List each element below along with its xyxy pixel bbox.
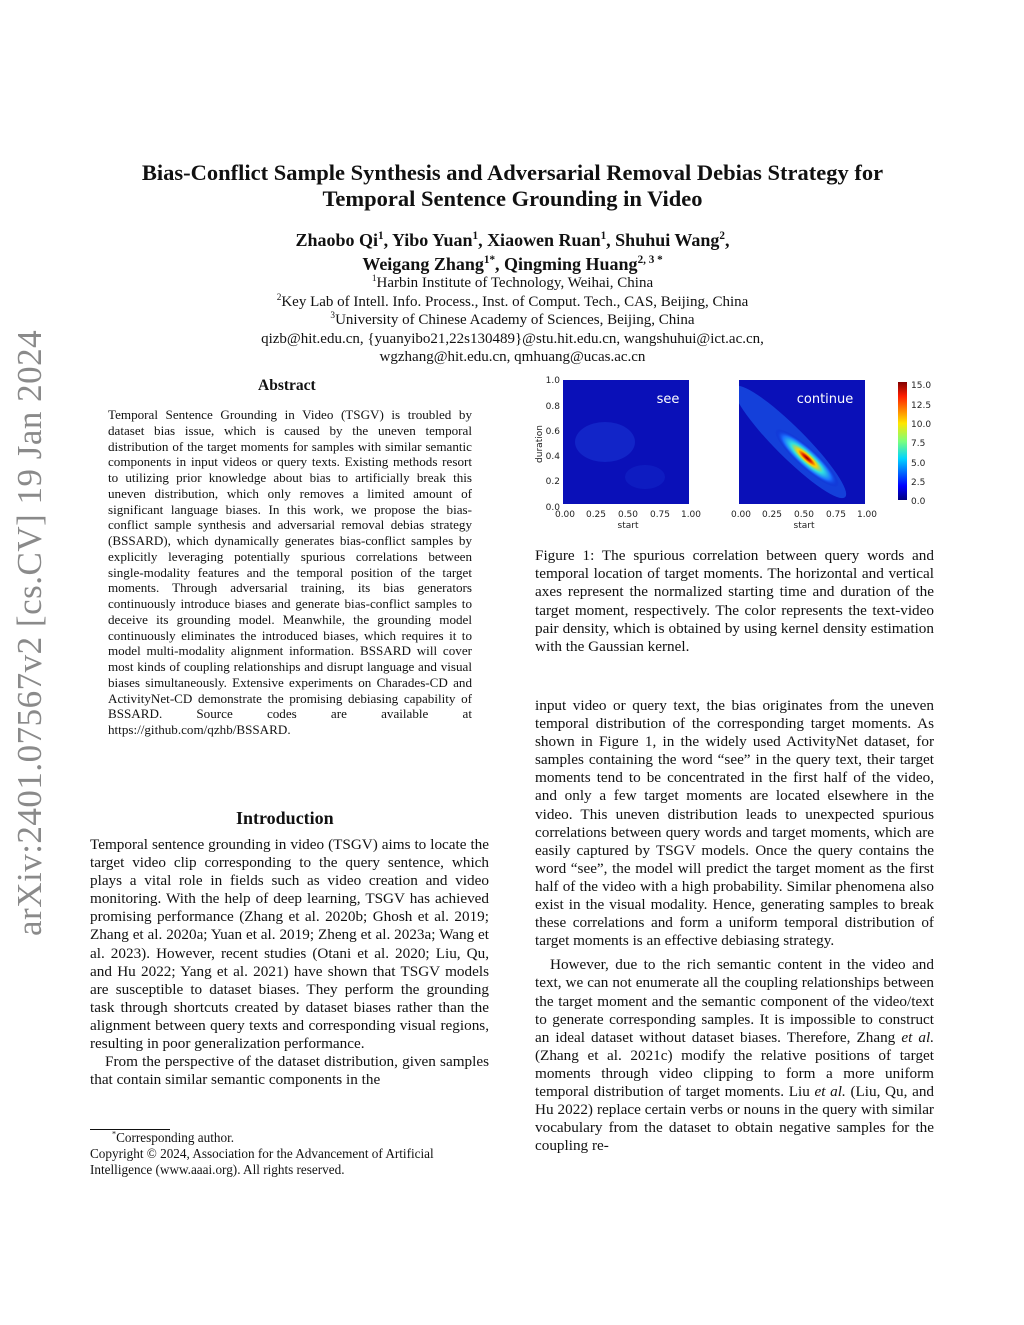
- x-tick: 0.75: [825, 510, 847, 520]
- affiliation-sup: 3: [330, 311, 336, 321]
- footnote: [90, 1130, 489, 1178]
- author-name: Shuhui Wang: [615, 230, 720, 250]
- figure-1-caption: Figure 1: The spurious correlation between query words and temporal location of target moments. The horizontal and vertical axes represent the normalized starting time and duration of the target moment, respectively. The color represents the text-video pair density, which is obtained by using kernel density estimation with the Gaussian kernel.: [535, 547, 934, 656]
- y-tick: 0.0: [545, 503, 560, 513]
- title-line-2: Temporal Sentence Grounding in Video: [322, 186, 703, 211]
- y-tick: 0.4: [545, 452, 560, 462]
- y-tick: 0.6: [545, 427, 560, 437]
- introduction-body: [90, 836, 489, 1089]
- title-line-1: Bias-Conflict Sample Synthesis and Adversarial Removal Debias Strategy for: [141, 160, 884, 185]
- colorbar-tick: 0.0: [911, 497, 926, 507]
- author-list: [90, 228, 935, 276]
- density-low: [625, 465, 665, 489]
- x-tick: 0.25: [761, 510, 783, 520]
- right-paragraph-1: input video or query text, the bias originates from the uneven temporal distribution of the corresponding target moments. As shown in Figure 1, in the widely used ActivityNet dataset, for samples containing the word “see” in the query text, their target moments tend to be concentrated in the first half of the video, and only a few target moments are located elsewhere in the video. This uneven distribution leads to unexpected spurious correlations between query words and target moments, which are easily captured by TSGV models. Once the query contains the word “see”, the model will predict the target moment as the first half of the video with a high probability. Similar phenomena also exist in the visual modality. Hence, generating samples to break these correlations and form a uniform temporal distribution of target moments is an effective debiasing strategy.: [535, 697, 934, 950]
- x-tick: 1.00: [856, 510, 878, 520]
- affiliation-text: University of Chinese Academy of Sciences, Beijing, China: [335, 312, 695, 328]
- author-name: Weigang Zhang: [362, 254, 484, 274]
- author-sup: 1: [472, 230, 479, 242]
- right-paragraph-2: [535, 956, 934, 1155]
- colorbar-tick: 10.0: [911, 420, 932, 430]
- copyright-notice: Copyright © 2024, Association for the Advancement of Artificial Intelligence (www.aaai.org). All rights reserved.: [90, 1146, 434, 1177]
- affiliation: [90, 311, 935, 330]
- colorbar-tick: 12.5: [911, 401, 932, 411]
- footnote-text: Corresponding author.: [116, 1130, 235, 1145]
- affiliations: [90, 274, 935, 367]
- x-tick: 0.25: [585, 510, 607, 520]
- author-sep: ,: [725, 230, 730, 250]
- colorbar: [898, 382, 907, 500]
- affiliation-sup: 2: [276, 292, 282, 303]
- intro-paragraph-1: Temporal sentence grounding in video (TSGV) aims to locate the target video clip corresponding to the query sentence, which plays a vital role in fields such as video creation and video monitoring. With the help of deep learning, TSGV has achieved promising performance (Zhang et al. 2020b; Ghosh et al. 2019; Zhang et al. 2020a; Yuan et al. 2019; Zheng et al. 2023a; Wang et al. 2023). However, recent studies (Otani et al. 2020; Liu, Qu, and Hu 2022; Yang et al. 2021) have shown that TSGV models are susceptible to dataset biases. They perform the grounding task through shortcuts created by dataset biases rather than the alignment between query texts and corresponding visual regions, resulting in poor generalization performance.: [90, 836, 489, 1053]
- y-axis-ticks: [546, 376, 561, 513]
- y-tick: 1.0: [545, 376, 560, 386]
- text-run-italic: et al.: [814, 1082, 846, 1100]
- colorbar-tick: 2.5: [911, 478, 926, 488]
- author-name: Yibo Yuan: [391, 230, 473, 250]
- abstract-body: Temporal Sentence Grounding in Video (TSGV) is troubled by dataset bias issue, which is caused by the uneven temporal distribution of the target moments for samples with similar semantic components in input videos or query texts. Existing methods resort to utilizing prior knowledge about bias to artificially break this uneven distribution, which only removes a limited amount of significant language biases. In this work, we propose the bias-conflict sample synthesis and adversarial removal debias strategy (BSSARD), which dynamically generates bias-conflict samples by explicitly leveraging potentially spurious correlations between single-modality features and the temporal position of the target moments. Through adversarial training, its bias generators continuously introduce biases and generate bias-conflict samples to deceive its grounding model. Meanwhile, the grounding model continuously eliminates the introduced biases, which requires it to model multi-modality alignment information. BSSARD will cover most kinds of coupling relationships and disrupt language and visual biases simultaneously. Extensive experiments on Charades-CD and ActivityNet-CD demonstrate the promising debiasing capability of BSSARD. Source codes are available at https://github.com/qzhb/BSSARD.: [108, 407, 472, 737]
- emails-line-1: qizb@hit.edu.cn, {yuanyibo21,22s130489}@stu.hit.edu.cn, wangshuhui@ict.ac.cn,: [261, 330, 764, 347]
- text-run: However, due to the rich semantic content in the video and text, we can not enumerate all the coupling relationships between the target moment and the semantic component of the video/text to generate corresponding samples. It is impossible to construct an ideal dataset without dataset biases. Therefore, Zhang: [535, 956, 934, 1046]
- x-tick: 0.75: [649, 510, 671, 520]
- text-run: (Liu, Qu, and Hu 2022) replace certain verbs or nouns in the query with similar vocabulary from the dataset to obtain negative samples for the coupling re-: [535, 1082, 935, 1155]
- panel-label-continue: continue: [796, 392, 854, 407]
- y-tick: 0.8: [545, 402, 560, 412]
- author-sup: 2: [719, 230, 725, 242]
- figure-1: [525, 372, 945, 534]
- colorbar-tick: 5.0: [911, 459, 926, 469]
- x-axis-ticks-a: [555, 510, 701, 520]
- author-sup: 1: [378, 230, 384, 242]
- figure-1-heatmaps: [525, 372, 945, 534]
- section-heading-introduction: Introduction: [236, 808, 334, 828]
- footnote-sup: *: [112, 1129, 117, 1139]
- x-tick: 0.00: [554, 510, 576, 520]
- author-name: Xiaowen Ruan: [487, 230, 601, 250]
- footnote-corresponding: [90, 1130, 489, 1146]
- density-low: [575, 422, 635, 462]
- heatmap-panel-see: [533, 380, 689, 508]
- paper-title: [90, 160, 935, 212]
- x-tick: 1.00: [680, 510, 702, 520]
- heatmap-panel-continue: [724, 376, 865, 508]
- x-tick: 0.00: [730, 510, 752, 520]
- author-name: Zhaobo Qi: [295, 230, 379, 250]
- text-run-italic: et al.: [901, 1028, 934, 1046]
- affiliation: [90, 274, 935, 293]
- colorbar-tick: 7.5: [911, 439, 926, 449]
- text-run: (Zhang et al. 2021c) modify the relative positions of target moments through video clipping to form a more uniform temporal distribution of target moments. Liu: [535, 1046, 934, 1100]
- author-sep: ,: [383, 230, 392, 250]
- affiliation: [90, 293, 935, 312]
- colorbar-ticks: [911, 381, 931, 507]
- author-sup: 2, 3 *: [637, 254, 663, 266]
- colorbar-tick: 15.0: [911, 381, 932, 391]
- author-sup: 1: [600, 230, 607, 242]
- author-sep: ,: [606, 230, 616, 250]
- x-axis-ticks-b: [731, 510, 877, 520]
- right-column-body: [535, 697, 934, 1155]
- x-tick: 0.50: [793, 510, 815, 520]
- y-tick: 0.2: [545, 477, 560, 487]
- author-sup: 1*: [483, 254, 496, 266]
- arxiv-stamp: arXiv:2401.07567v2 [cs.CV] 19 Jan 2024: [10, 329, 49, 936]
- author-line-1: [90, 228, 935, 252]
- y-axis-label: duration: [535, 425, 545, 463]
- author-name: Qingming Huang: [504, 254, 638, 274]
- affiliation-text: Harbin Institute of Technology, Weihai, China: [376, 275, 654, 291]
- x-tick: 0.50: [617, 510, 639, 520]
- affiliation-text: Key Lab of Intell. Info. Process., Inst. of Comput. Tech., CAS, Beijing, China: [281, 293, 749, 310]
- author-line-2: [90, 252, 935, 276]
- intro-paragraph-2: From the perspective of the dataset distribution, given samples that contain similar semantic components in the: [90, 1053, 489, 1089]
- affiliation-sup: 1: [371, 274, 377, 284]
- x-axis-label-b: start: [793, 521, 815, 531]
- emails-line-2: wgzhang@hit.edu.cn, qmhuang@ucas.ac.cn: [379, 349, 646, 365]
- author-sep: ,: [495, 254, 505, 274]
- x-axis-label-a: start: [617, 521, 639, 531]
- author-sep: ,: [478, 230, 488, 250]
- abstract-heading: Abstract: [258, 377, 316, 394]
- panel-label-see: see: [656, 392, 680, 407]
